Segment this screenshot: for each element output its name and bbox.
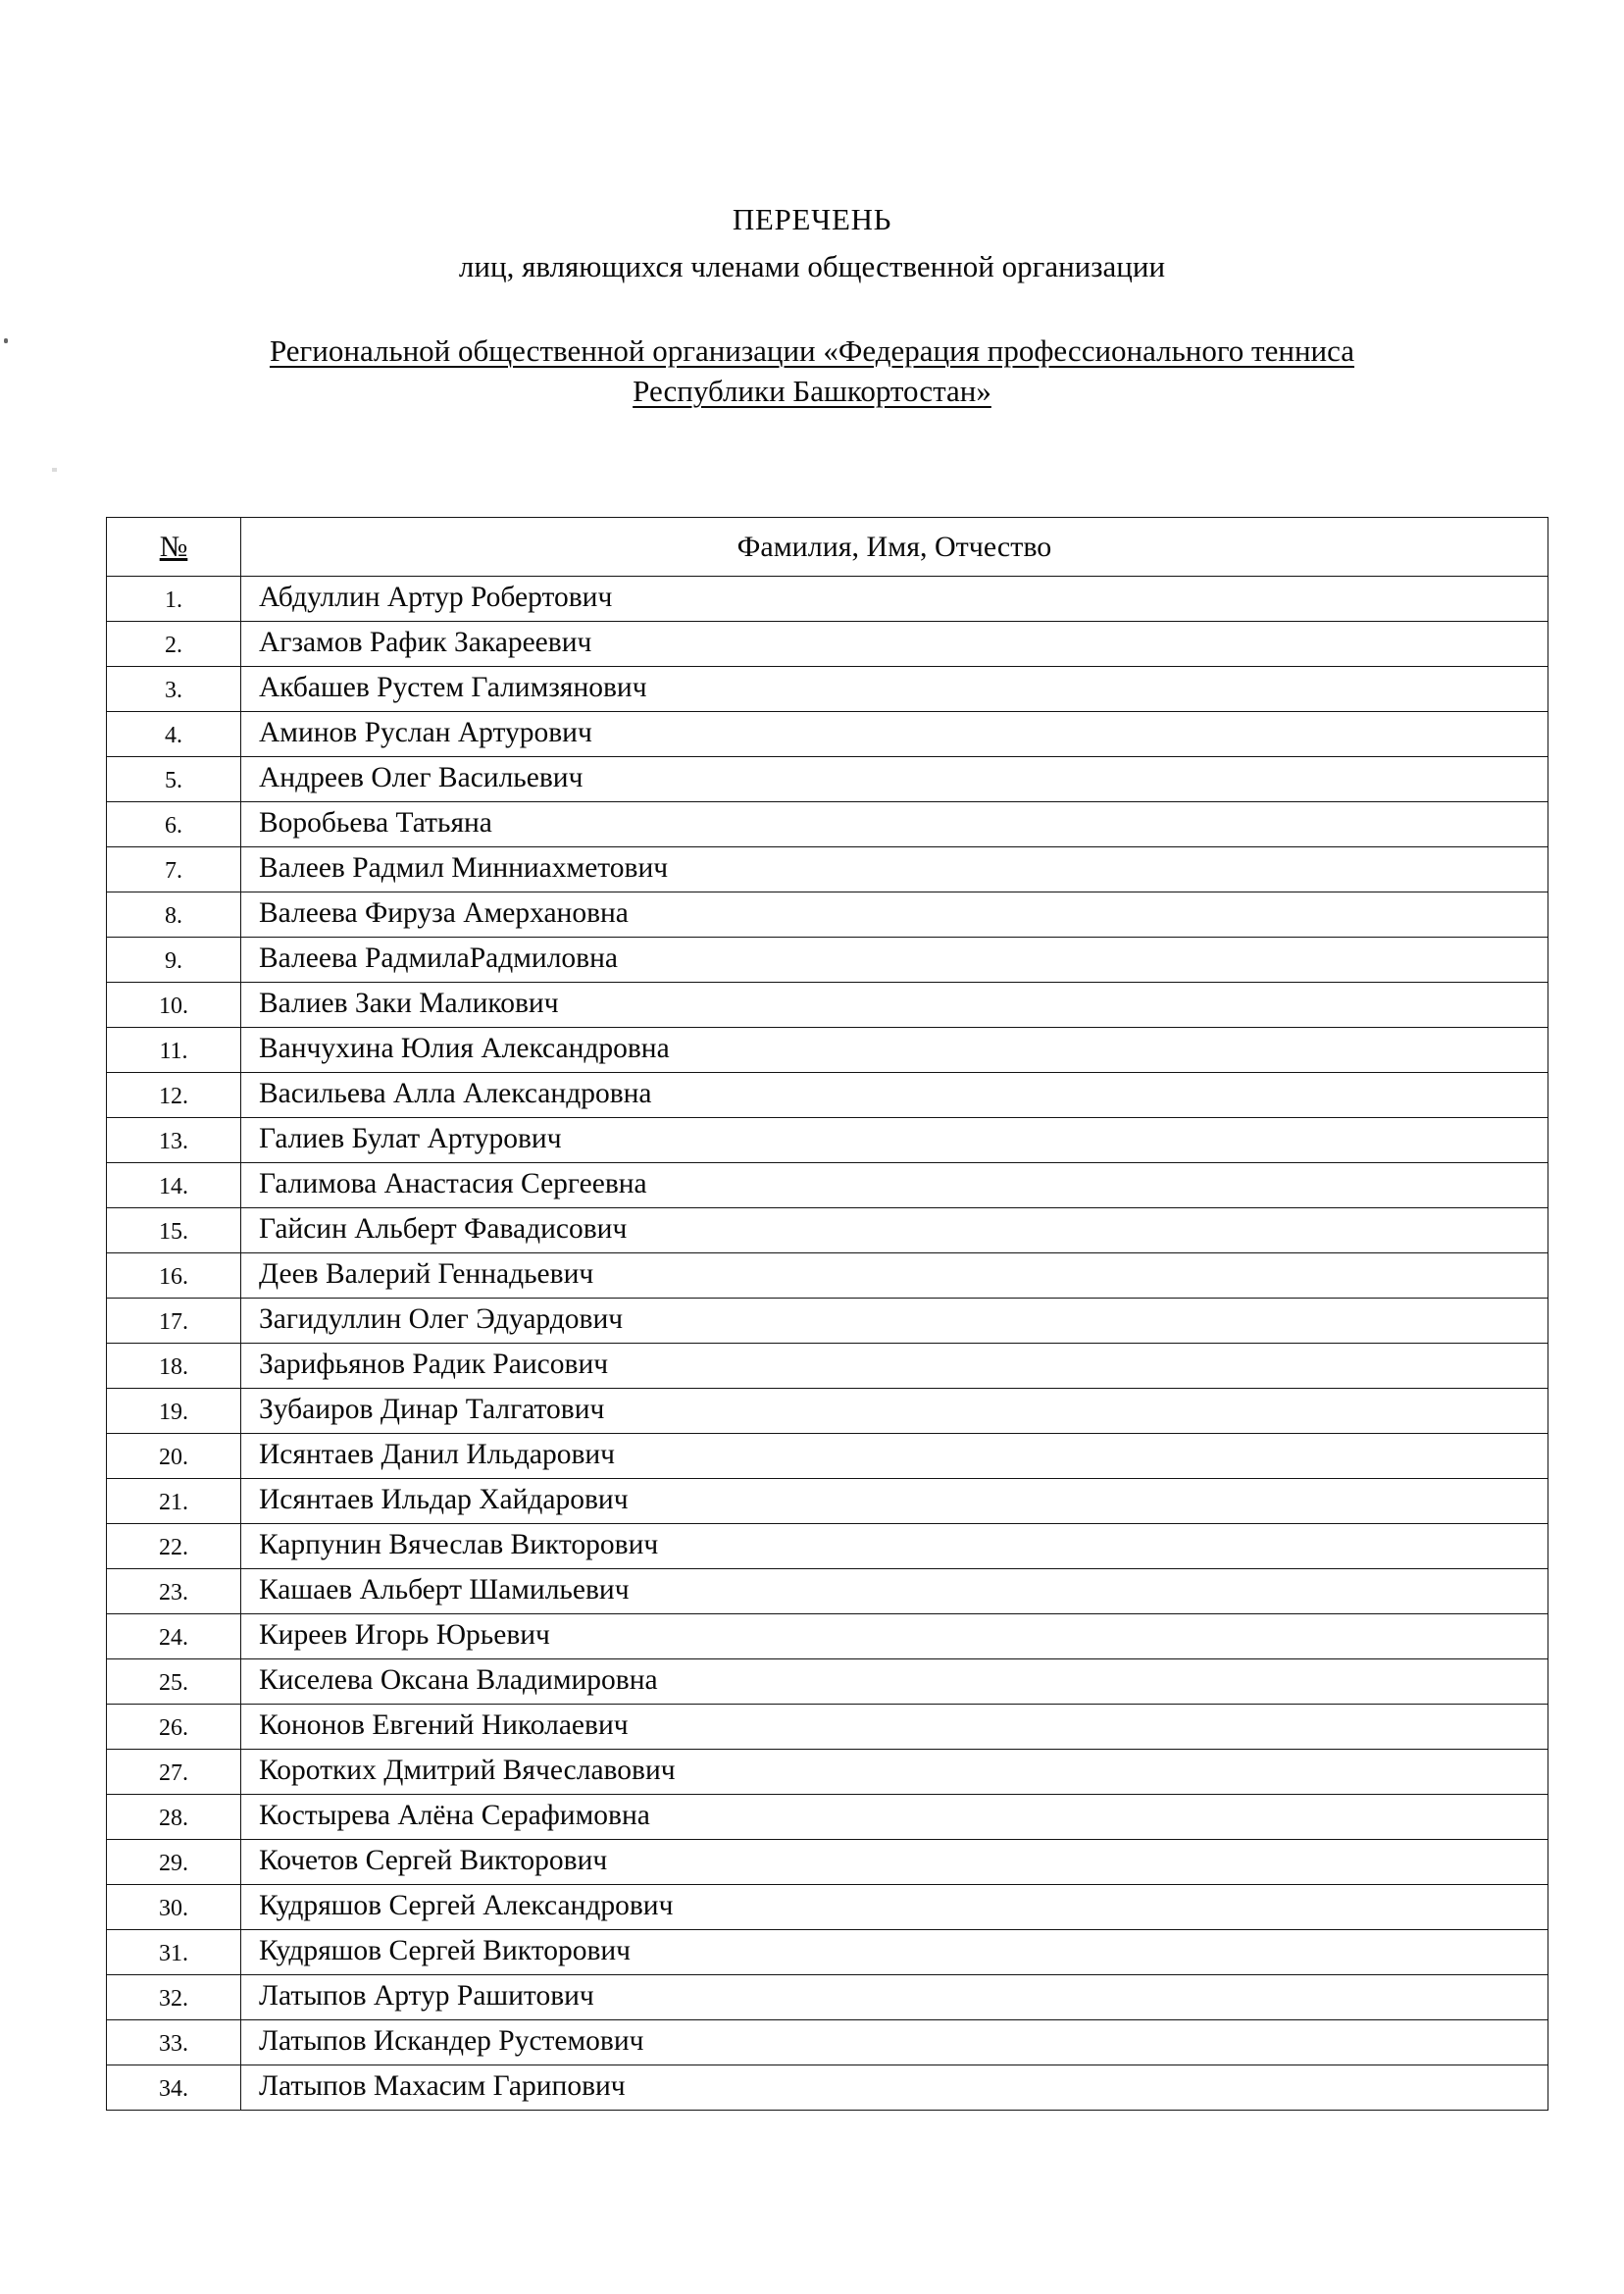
table-row [107, 983, 1548, 1028]
row-number: 13. [107, 1118, 241, 1163]
table-row [107, 667, 1548, 712]
row-member-name: Агзамов Рафик Закареевич [241, 622, 1548, 667]
row-number: 29. [107, 1840, 241, 1885]
row-member-name: Аминов Руслан Артурович [241, 712, 1548, 757]
row-number: 24. [107, 1614, 241, 1659]
row-member-name: Галимова Анастасия Сергеевна [241, 1163, 1548, 1208]
table-row [107, 1434, 1548, 1479]
row-member-name: Зарифьянов Радик Раисович [241, 1344, 1548, 1389]
row-member-name: Латыпов Артур Рашитович [241, 1975, 1548, 2020]
page-title: ПЕРЕЧЕНЬ [732, 202, 892, 236]
row-number: 11. [107, 1028, 241, 1073]
row-number: 17. [107, 1299, 241, 1344]
row-member-name: Андреев Олег Васильевич [241, 757, 1548, 802]
table-row [107, 1569, 1548, 1614]
row-member-name: Деев Валерий Геннадьевич [241, 1253, 1548, 1299]
row-number: 32. [107, 1975, 241, 2020]
row-member-name: Киселева Оксана Владимировна [241, 1659, 1548, 1705]
document-header [0, 0, 1624, 282]
scan-artifact-speck-secondary [52, 468, 57, 472]
row-number: 33. [107, 2020, 241, 2065]
members-table-head [107, 518, 1548, 577]
row-number: 26. [107, 1705, 241, 1750]
row-number: 3. [107, 667, 241, 712]
row-number: 6. [107, 802, 241, 847]
row-number: 23. [107, 1569, 241, 1614]
table-row [107, 802, 1548, 847]
row-number: 30. [107, 1885, 241, 1930]
table-row [107, 1253, 1548, 1299]
row-member-name: Кашаев Альберт Шамильевич [241, 1569, 1548, 1614]
row-member-name: Коротких Дмитрий Вячеславович [241, 1750, 1548, 1795]
row-number: 9. [107, 938, 241, 983]
table-row [107, 847, 1548, 892]
table-row [107, 938, 1548, 983]
row-number: 22. [107, 1524, 241, 1569]
organization-name-line-2-text: Республики Башкортостан» [633, 373, 991, 408]
table-row [107, 1975, 1548, 2020]
table-row [107, 1118, 1548, 1163]
row-member-name: Кочетов Сергей Викторович [241, 1840, 1548, 1885]
row-member-name: Ванчухина Юлия Александровна [241, 1028, 1548, 1073]
table-row [107, 1389, 1548, 1434]
row-member-name: Исянтаев Данил Ильдарович [241, 1434, 1548, 1479]
column-header-number [107, 518, 241, 577]
row-number: 31. [107, 1930, 241, 1975]
row-member-name: Латыпов Махасим Гарипович [241, 2065, 1548, 2111]
row-number: 10. [107, 983, 241, 1028]
column-header-number-label: № [159, 530, 188, 563]
row-member-name: Акбашев Рустем Галимзянович [241, 667, 1548, 712]
row-member-name: Васильева Алла Александровна [241, 1073, 1548, 1118]
row-number: 12. [107, 1073, 241, 1118]
row-member-name: Исянтаев Ильдар Хайдарович [241, 1479, 1548, 1524]
table-row [107, 1930, 1548, 1975]
table-row [107, 1073, 1548, 1118]
organization-name [0, 331, 1624, 412]
row-number: 27. [107, 1750, 241, 1795]
table-row [107, 1795, 1548, 1840]
row-member-name: Валеева Фируза Амерхановна [241, 892, 1548, 938]
table-row [107, 712, 1548, 757]
row-member-name: Кудряшов Сергей Викторович [241, 1930, 1548, 1975]
row-member-name: Латыпов Искандер Рустемович [241, 2020, 1548, 2065]
row-number: 7. [107, 847, 241, 892]
row-number: 34. [107, 2065, 241, 2111]
row-member-name: Абдуллин Артур Робертович [241, 577, 1548, 622]
row-member-name: Карпунин Вячеслав Викторович [241, 1524, 1548, 1569]
page-subtitle: лиц, являющихся членами общественной организации [458, 248, 1166, 283]
table-row [107, 622, 1548, 667]
column-header-name: Фамилия, Имя, Отчество [241, 518, 1548, 577]
table-row [107, 1028, 1548, 1073]
table-row [107, 1524, 1548, 1569]
table-row [107, 892, 1548, 938]
row-member-name: Валеева РадмилаРадмиловна [241, 938, 1548, 983]
table-row [107, 757, 1548, 802]
row-member-name: Валеев Радмил Минниахметович [241, 847, 1548, 892]
row-member-name: Зубаиров Динар Талгатович [241, 1389, 1548, 1434]
row-number: 1. [107, 577, 241, 622]
members-table-body [107, 577, 1548, 2111]
row-number: 21. [107, 1479, 241, 1524]
table-row [107, 1659, 1548, 1705]
row-number: 18. [107, 1344, 241, 1389]
table-row [107, 1208, 1548, 1253]
row-member-name: Кудряшов Сергей Александрович [241, 1885, 1548, 1930]
row-member-name: Галиев Булат Артурович [241, 1118, 1548, 1163]
table-row [107, 1614, 1548, 1659]
row-number: 5. [107, 757, 241, 802]
row-number: 8. [107, 892, 241, 938]
row-number: 20. [107, 1434, 241, 1479]
row-number: 2. [107, 622, 241, 667]
row-number: 14. [107, 1163, 241, 1208]
table-row [107, 1750, 1548, 1795]
table-row [107, 577, 1548, 622]
members-table [106, 517, 1548, 2111]
row-member-name: Гайсин Альберт Фавадисович [241, 1208, 1548, 1253]
row-member-name: Киреев Игорь Юрьевич [241, 1614, 1548, 1659]
table-row [107, 1344, 1548, 1389]
table-row [107, 1299, 1548, 1344]
table-row [107, 2020, 1548, 2065]
organization-name-line-2 [0, 372, 1624, 412]
row-number: 16. [107, 1253, 241, 1299]
organization-name-line-1-text: Региональной общественной организации «Федерация профессионального тенниса [269, 333, 1355, 368]
row-number: 28. [107, 1795, 241, 1840]
row-number: 25. [107, 1659, 241, 1705]
row-number: 15. [107, 1208, 241, 1253]
table-row [107, 1885, 1548, 1930]
row-member-name: Загидуллин Олег Эдуардович [241, 1299, 1548, 1344]
row-member-name: Валиев Заки Маликович [241, 983, 1548, 1028]
table-row [107, 1840, 1548, 1885]
row-member-name: Кононов Евгений Николаевич [241, 1705, 1548, 1750]
table-row [107, 2065, 1548, 2111]
row-number: 19. [107, 1389, 241, 1434]
row-member-name: Воробьева Татьяна [241, 802, 1548, 847]
table-row [107, 1705, 1548, 1750]
organization-name-line-1 [0, 331, 1624, 372]
row-member-name: Костырева Алёна Серафимовна [241, 1795, 1548, 1840]
table-row [107, 1163, 1548, 1208]
row-number: 4. [107, 712, 241, 757]
table-row [107, 1479, 1548, 1524]
table-header-row [107, 518, 1548, 577]
